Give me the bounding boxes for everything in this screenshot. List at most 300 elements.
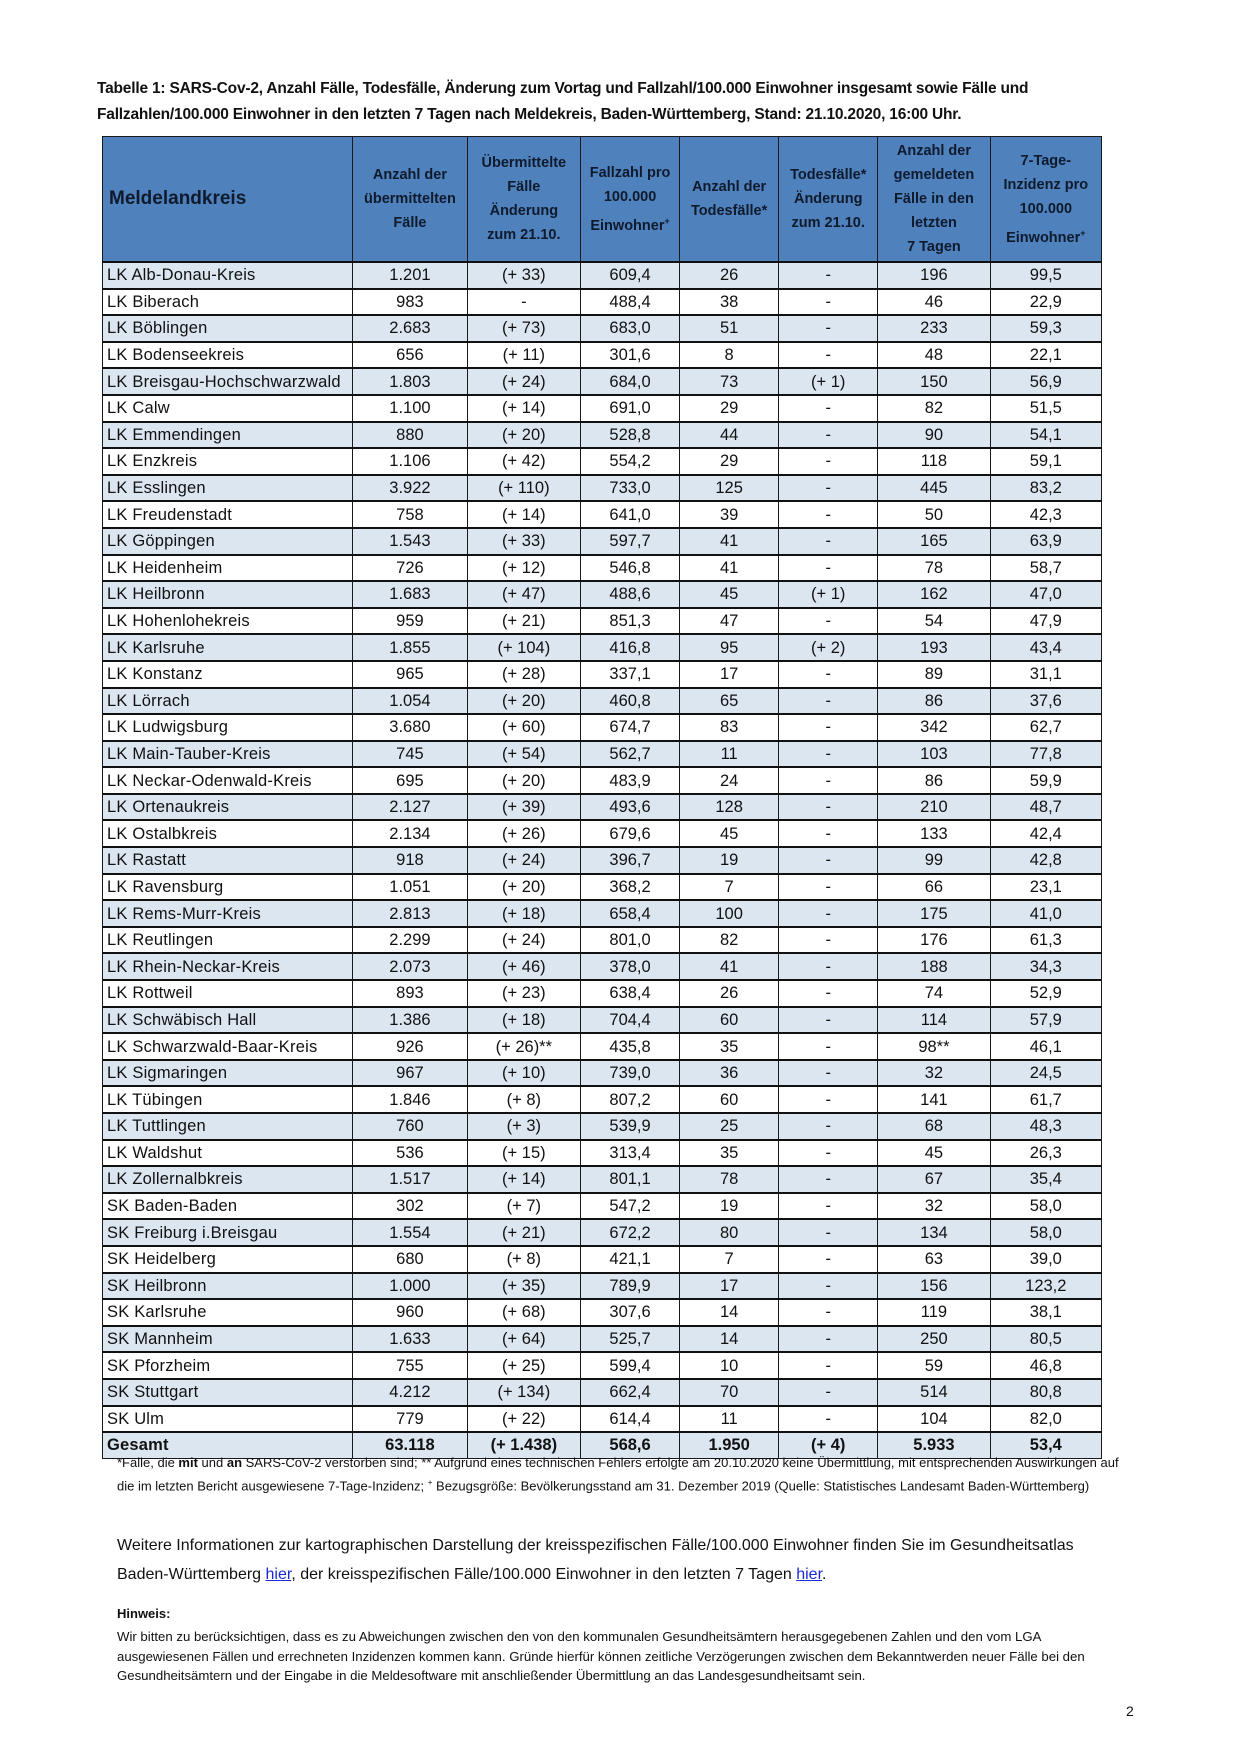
value-cell: 63,9 xyxy=(990,528,1101,555)
value-cell: (+ 2) xyxy=(779,634,878,661)
value-cell: 41 xyxy=(680,953,779,980)
value-cell: 61,3 xyxy=(990,927,1101,954)
value-cell: 1.051 xyxy=(353,874,467,901)
table-row xyxy=(103,1140,1102,1167)
value-cell: (+ 47) xyxy=(467,581,580,608)
value-cell: (+ 42) xyxy=(467,448,580,475)
value-cell: 1.683 xyxy=(353,581,467,608)
value-cell: 758 xyxy=(353,501,467,528)
value-cell: - xyxy=(779,1166,878,1193)
table-row xyxy=(103,741,1102,768)
total-value-cell: 63.118 xyxy=(353,1432,467,1458)
value-cell: 70 xyxy=(680,1379,779,1406)
value-cell: 656 xyxy=(353,342,467,369)
column-header-line: Todesfälle* xyxy=(790,167,867,183)
district-name-cell: SK Freiburg i.Breisgau xyxy=(103,1219,353,1246)
value-cell: 32 xyxy=(878,1193,990,1220)
value-cell: 123,2 xyxy=(990,1273,1101,1300)
value-cell: (+ 54) xyxy=(467,741,580,768)
table-row xyxy=(103,1246,1102,1273)
district-name-cell: LK Waldshut xyxy=(103,1140,353,1167)
value-cell: 66 xyxy=(878,874,990,901)
value-cell: 547,2 xyxy=(581,1193,680,1220)
hinweis-heading: Hinweis: xyxy=(117,1606,171,1621)
table-row xyxy=(103,368,1102,395)
table-row xyxy=(103,1060,1102,1087)
value-cell: 959 xyxy=(353,608,467,635)
column-header-line: gemeldeten xyxy=(893,167,975,183)
column-header xyxy=(779,137,878,263)
value-cell: 1.517 xyxy=(353,1166,467,1193)
value-cell: 3.680 xyxy=(353,714,467,741)
seven-day-incidence-link[interactable]: hier xyxy=(796,1565,823,1583)
column-header xyxy=(467,137,580,263)
value-cell: 17 xyxy=(680,1273,779,1300)
value-cell: - xyxy=(779,874,878,901)
hinweis-text: Wir bitten zu berücksichtigen, dass es zu Abweichungen zwischen den von den kommunalen Gesundheitsämtern herausgegebenen Zahlen und den vom LGA ausgewiesenen Fällen und errechneten Inzidenzen kommen kann. Gründe hierfür können zeitliche Verzögerungen zwischen dem Bekanntwerden neuer Fälle bei den Gesundheitsämtern und der Eingabe in die Meldesoftware mit anschließender Übermittlung an das Landesgesundheitsamt sein. xyxy=(117,1629,1085,1684)
table-row xyxy=(103,927,1102,954)
value-cell: 29 xyxy=(680,395,779,422)
value-cell: - xyxy=(779,767,878,794)
column-header-line: Todesfälle* xyxy=(690,203,768,219)
info-text: Weitere Informationen zur kartographischen Darstellung der kreisspezifischen Fälle/100.000 Einwohner finden Sie im Gesundheitsatlas Baden-Württemberg xyxy=(117,1537,1074,1583)
column-header-line: 100.000 xyxy=(1019,200,1073,217)
value-cell: (+ 15) xyxy=(467,1140,580,1167)
value-cell: - xyxy=(779,422,878,449)
value-cell: 45 xyxy=(680,820,779,847)
total-value-cell: 568,6 xyxy=(581,1432,680,1458)
value-cell: 11 xyxy=(680,1406,779,1433)
value-cell: 32 xyxy=(878,1060,990,1087)
value-cell: 460,8 xyxy=(581,688,680,715)
total-value-cell: (+ 1.438) xyxy=(467,1432,580,1458)
value-cell: 302 xyxy=(353,1193,467,1220)
value-cell: 48,3 xyxy=(990,1113,1101,1140)
column-header-line: Fallzahl pro xyxy=(589,164,671,181)
table-caption xyxy=(97,76,1087,128)
value-cell: 128 xyxy=(680,794,779,821)
value-cell: 233 xyxy=(878,315,990,342)
value-cell: 1.386 xyxy=(353,1007,467,1034)
table-header-row xyxy=(103,137,1102,263)
info-text: . xyxy=(822,1565,827,1583)
table-row xyxy=(103,1379,1102,1406)
value-cell: 134 xyxy=(878,1219,990,1246)
value-cell: 44 xyxy=(680,422,779,449)
value-cell: (+ 20) xyxy=(467,688,580,715)
column-header-line: zum 21.10. xyxy=(791,215,865,231)
value-cell: - xyxy=(467,289,580,316)
district-name-cell: LK Calw xyxy=(103,395,353,422)
value-cell: - xyxy=(779,1352,878,1379)
value-cell: (+ 14) xyxy=(467,501,580,528)
value-cell: 1.106 xyxy=(353,448,467,475)
value-cell: 11 xyxy=(680,741,779,768)
value-cell: 554,2 xyxy=(581,448,680,475)
table-row xyxy=(103,422,1102,449)
value-cell: 789,9 xyxy=(581,1273,680,1300)
value-cell: (+ 11) xyxy=(467,342,580,369)
value-cell: 80,8 xyxy=(990,1379,1101,1406)
value-cell: - xyxy=(779,342,878,369)
value-cell: 54 xyxy=(878,608,990,635)
table-row xyxy=(103,395,1102,422)
value-cell: (+ 20) xyxy=(467,767,580,794)
table-row xyxy=(103,820,1102,847)
value-cell: (+ 1) xyxy=(779,581,878,608)
district-name-cell: LK Rhein-Neckar-Kreis xyxy=(103,953,353,980)
value-cell: 78 xyxy=(878,555,990,582)
value-cell: - xyxy=(779,475,878,502)
value-cell: 1.100 xyxy=(353,395,467,422)
value-cell: (+ 14) xyxy=(467,1166,580,1193)
footnote-bold-mit: mit xyxy=(178,1455,198,1470)
value-cell: 10 xyxy=(680,1352,779,1379)
district-name-cell: LK Sigmaringen xyxy=(103,1060,353,1087)
value-cell: 73 xyxy=(680,368,779,395)
value-cell: 926 xyxy=(353,1033,467,1060)
value-cell: 89 xyxy=(878,661,990,688)
value-cell: 39,0 xyxy=(990,1246,1101,1273)
value-cell: - xyxy=(779,1086,878,1113)
value-cell: 60 xyxy=(680,1086,779,1113)
table-row xyxy=(103,688,1102,715)
table-row xyxy=(103,900,1102,927)
district-name-cell: LK Rottweil xyxy=(103,980,353,1007)
info-text: , der kreisspezifischen Fälle/100.000 Einwohner in den letzten 7 Tagen xyxy=(291,1565,797,1583)
value-cell: 36 xyxy=(680,1060,779,1087)
district-name-cell: LK Bodenseekreis xyxy=(103,342,353,369)
value-cell: - xyxy=(779,501,878,528)
district-name-cell: LK Ostalbkreis xyxy=(103,820,353,847)
value-cell: 39 xyxy=(680,501,779,528)
value-cell: 691,0 xyxy=(581,395,680,422)
value-cell: (+ 20) xyxy=(467,422,580,449)
value-cell: (+ 73) xyxy=(467,315,580,342)
value-cell: 599,4 xyxy=(581,1352,680,1379)
value-cell: 47 xyxy=(680,608,779,635)
value-cell: 83 xyxy=(680,714,779,741)
value-cell: 983 xyxy=(353,289,467,316)
table-row xyxy=(103,1326,1102,1353)
district-name-cell: LK Lörrach xyxy=(103,688,353,715)
value-cell: - xyxy=(779,980,878,1007)
value-cell: 41 xyxy=(680,555,779,582)
value-cell: - xyxy=(779,289,878,316)
value-cell: (+ 24) xyxy=(467,368,580,395)
district-name-cell: LK Freudenstadt xyxy=(103,501,353,528)
value-cell: - xyxy=(779,741,878,768)
value-cell: (+ 21) xyxy=(467,1219,580,1246)
cases-table xyxy=(102,136,1102,1459)
table-row xyxy=(103,794,1102,821)
district-name-cell: LK Esslingen xyxy=(103,475,353,502)
value-cell: 1.054 xyxy=(353,688,467,715)
value-cell: 893 xyxy=(353,980,467,1007)
value-cell: (+ 24) xyxy=(467,847,580,874)
table-caption-line-1: Tabelle 1: SARS-Cov-2, Anzahl Fälle, Todesfälle, Änderung zum Vortag und Fallzahl/100.000 Einwohner insgesamt sowie Fälle und xyxy=(97,80,1029,97)
value-cell: (+ 24) xyxy=(467,927,580,954)
district-name-cell: SK Mannheim xyxy=(103,1326,353,1353)
value-cell: 86 xyxy=(878,767,990,794)
value-cell: 34,3 xyxy=(990,953,1101,980)
district-name-cell: LK Enzkreis xyxy=(103,448,353,475)
value-cell: 536 xyxy=(353,1140,467,1167)
value-cell: 51 xyxy=(680,315,779,342)
value-cell: 35 xyxy=(680,1033,779,1060)
value-cell: 14 xyxy=(680,1299,779,1326)
total-label-cell: Gesamt xyxy=(103,1432,353,1458)
value-cell: 880 xyxy=(353,422,467,449)
value-cell: - xyxy=(779,1326,878,1353)
value-cell: 733,0 xyxy=(581,475,680,502)
district-name-cell: LK Main-Tauber-Kreis xyxy=(103,741,353,768)
value-cell: 24,5 xyxy=(990,1060,1101,1087)
column-header-line: Anzahl der xyxy=(896,143,971,159)
table-row xyxy=(103,847,1102,874)
value-cell: 19 xyxy=(680,1193,779,1220)
value-cell: 210 xyxy=(878,794,990,821)
value-cell: 488,6 xyxy=(581,581,680,608)
column-header-line: 7 Tagen xyxy=(907,239,961,255)
value-cell: 31,1 xyxy=(990,661,1101,688)
district-name-cell: LK Breisgau-Hochschwarzwald xyxy=(103,368,353,395)
footnote-text: Bezugsgröße: Bevölkerungsstand am 31. Dezember 2019 (Quelle: Statistisches Landesamt Baden-Württemberg) xyxy=(432,1478,1090,1494)
value-cell: (+ 64) xyxy=(467,1326,580,1353)
value-cell: 416,8 xyxy=(581,634,680,661)
value-cell: - xyxy=(779,1060,878,1087)
column-header-line: Inzidenz pro xyxy=(1003,176,1089,193)
value-cell: - xyxy=(779,528,878,555)
value-cell: 46,8 xyxy=(990,1352,1101,1379)
value-cell: 99,5 xyxy=(990,262,1101,289)
value-cell: - xyxy=(779,1299,878,1326)
value-cell: (+ 110) xyxy=(467,475,580,502)
value-cell: - xyxy=(779,794,878,821)
value-cell: 133 xyxy=(878,820,990,847)
value-cell: 250 xyxy=(878,1326,990,1353)
column-header-line: 7-Tage- xyxy=(1020,152,1072,169)
total-value-cell: (+ 4) xyxy=(779,1432,878,1458)
district-name-cell: LK Heilbronn xyxy=(103,581,353,608)
table-row xyxy=(103,1086,1102,1113)
value-cell: 483,9 xyxy=(581,767,680,794)
column-header-line: Fälle xyxy=(507,179,541,195)
value-cell: 24 xyxy=(680,767,779,794)
value-cell: 7 xyxy=(680,1246,779,1273)
value-cell: - xyxy=(779,847,878,874)
value-cell: 196 xyxy=(878,262,990,289)
value-cell: 638,4 xyxy=(581,980,680,1007)
table-row xyxy=(103,1113,1102,1140)
district-name-cell: LK Schwäbisch Hall xyxy=(103,1007,353,1034)
district-name-cell: LK Karlsruhe xyxy=(103,634,353,661)
value-cell: 58,0 xyxy=(990,1219,1101,1246)
value-cell: 683,0 xyxy=(581,315,680,342)
total-value-cell: 1.950 xyxy=(680,1432,779,1458)
district-name-cell: SK Heilbronn xyxy=(103,1273,353,1300)
value-cell: 80,5 xyxy=(990,1326,1101,1353)
value-cell: 801,0 xyxy=(581,927,680,954)
value-cell: 68 xyxy=(878,1113,990,1140)
district-name-cell: LK Ravensburg xyxy=(103,874,353,901)
district-name-cell: SK Karlsruhe xyxy=(103,1299,353,1326)
value-cell: 342 xyxy=(878,714,990,741)
district-name-cell: SK Stuttgart xyxy=(103,1379,353,1406)
value-cell: 445 xyxy=(878,475,990,502)
district-name-cell: LK Reutlingen xyxy=(103,927,353,954)
value-cell: 41 xyxy=(680,528,779,555)
value-cell: 98** xyxy=(878,1033,990,1060)
value-cell: 562,7 xyxy=(581,741,680,768)
value-cell: (+ 14) xyxy=(467,395,580,422)
table-row xyxy=(103,1193,1102,1220)
value-cell: 86 xyxy=(878,688,990,715)
value-cell: - xyxy=(779,608,878,635)
table-row xyxy=(103,661,1102,688)
value-cell: 2.127 xyxy=(353,794,467,821)
table-row xyxy=(103,528,1102,555)
value-cell: - xyxy=(779,820,878,847)
district-name-cell: SK Heidelberg xyxy=(103,1246,353,1273)
value-cell: 22,1 xyxy=(990,342,1101,369)
value-cell: 726 xyxy=(353,555,467,582)
value-cell: - xyxy=(779,262,878,289)
value-cell: 307,6 xyxy=(581,1299,680,1326)
value-cell: 684,0 xyxy=(581,368,680,395)
value-cell: (+ 33) xyxy=(467,262,580,289)
value-cell: - xyxy=(779,1273,878,1300)
column-header-line: Änderung xyxy=(489,203,559,219)
value-cell: 42,3 xyxy=(990,501,1101,528)
value-cell: 435,8 xyxy=(581,1033,680,1060)
district-name-cell: LK Rastatt xyxy=(103,847,353,874)
value-cell: 45 xyxy=(878,1140,990,1167)
total-value-cell: 53,4 xyxy=(990,1432,1101,1458)
value-cell: 100 xyxy=(680,900,779,927)
value-cell: 514 xyxy=(878,1379,990,1406)
value-cell: 78 xyxy=(680,1166,779,1193)
district-name-cell: LK Heidenheim xyxy=(103,555,353,582)
value-cell: 337,1 xyxy=(581,661,680,688)
value-cell: 37,6 xyxy=(990,688,1101,715)
column-header-line: Einwohner xyxy=(590,217,665,234)
table-row xyxy=(103,342,1102,369)
district-name-cell: LK Zollernalbkreis xyxy=(103,1166,353,1193)
value-cell: 119 xyxy=(878,1299,990,1326)
value-cell: - xyxy=(779,1219,878,1246)
value-cell: 674,7 xyxy=(581,714,680,741)
district-name-cell: LK Neckar-Odenwald-Kreis xyxy=(103,767,353,794)
value-cell: 1.543 xyxy=(353,528,467,555)
district-name-cell: LK Alb-Donau-Kreis xyxy=(103,262,353,289)
value-cell: (+ 18) xyxy=(467,1007,580,1034)
value-cell: - xyxy=(779,448,878,475)
value-cell: 967 xyxy=(353,1060,467,1087)
value-cell: - xyxy=(779,927,878,954)
value-cell: 662,4 xyxy=(581,1379,680,1406)
value-cell: 378,0 xyxy=(581,953,680,980)
value-cell: 14 xyxy=(680,1326,779,1353)
table-row xyxy=(103,1352,1102,1379)
value-cell: (+ 10) xyxy=(467,1060,580,1087)
value-cell: 58,7 xyxy=(990,555,1101,582)
value-cell: - xyxy=(779,1379,878,1406)
column-header xyxy=(103,137,353,263)
value-cell: 165 xyxy=(878,528,990,555)
header-superscript: + xyxy=(664,215,670,226)
value-cell: 918 xyxy=(353,847,467,874)
column-header-line: Meldelandkreis xyxy=(109,188,247,209)
value-cell: 745 xyxy=(353,741,467,768)
value-cell: 704,4 xyxy=(581,1007,680,1034)
value-cell: 396,7 xyxy=(581,847,680,874)
table-row xyxy=(103,1166,1102,1193)
value-cell: 114 xyxy=(878,1007,990,1034)
value-cell: 614,4 xyxy=(581,1406,680,1433)
gesundheitsatlas-link[interactable]: hier xyxy=(265,1565,292,1583)
district-name-cell: LK Böblingen xyxy=(103,315,353,342)
value-cell: (+ 25) xyxy=(467,1352,580,1379)
value-cell: 528,8 xyxy=(581,422,680,449)
value-cell: 739,0 xyxy=(581,1060,680,1087)
table-caption-line-2: Fallzahlen/100.000 Einwohner in den letzten 7 Tagen nach Meldekreis, Baden-Württemberg, Stand: 21.10.2020, 16:00 Uhr. xyxy=(97,106,962,123)
value-cell: - xyxy=(779,900,878,927)
value-cell: (+ 18) xyxy=(467,900,580,927)
value-cell: 42,4 xyxy=(990,820,1101,847)
value-cell: 3.922 xyxy=(353,475,467,502)
table-row xyxy=(103,608,1102,635)
value-cell: 45 xyxy=(680,581,779,608)
value-cell: 539,9 xyxy=(581,1113,680,1140)
value-cell: 488,4 xyxy=(581,289,680,316)
value-cell: 421,1 xyxy=(581,1246,680,1273)
value-cell: 193 xyxy=(878,634,990,661)
value-cell: (+ 20) xyxy=(467,874,580,901)
value-cell: 22,9 xyxy=(990,289,1101,316)
column-header-line: übermittelten xyxy=(364,191,456,207)
value-cell: 47,9 xyxy=(990,608,1101,635)
value-cell: (+ 23) xyxy=(467,980,580,1007)
value-cell: 19 xyxy=(680,847,779,874)
table-row xyxy=(103,1219,1102,1246)
value-cell: 658,4 xyxy=(581,900,680,927)
value-cell: (+ 8) xyxy=(467,1086,580,1113)
value-cell: 77,8 xyxy=(990,741,1101,768)
value-cell: 23,1 xyxy=(990,874,1101,901)
table-body xyxy=(103,262,1102,1458)
table-row xyxy=(103,581,1102,608)
value-cell: 67 xyxy=(878,1166,990,1193)
value-cell: (+ 39) xyxy=(467,794,580,821)
value-cell: - xyxy=(779,661,878,688)
column-header xyxy=(581,137,680,263)
value-cell: 125 xyxy=(680,475,779,502)
value-cell: 807,2 xyxy=(581,1086,680,1113)
value-cell: - xyxy=(779,315,878,342)
value-cell: 99 xyxy=(878,847,990,874)
table-row xyxy=(103,555,1102,582)
value-cell: 597,7 xyxy=(581,528,680,555)
value-cell: 35,4 xyxy=(990,1166,1101,1193)
value-cell: 7 xyxy=(680,874,779,901)
value-cell: 150 xyxy=(878,368,990,395)
value-cell: 65 xyxy=(680,688,779,715)
district-name-cell: LK Ortenaukreis xyxy=(103,794,353,821)
value-cell: 26 xyxy=(680,262,779,289)
column-header-line: zum 21.10. xyxy=(487,227,561,243)
value-cell: - xyxy=(779,395,878,422)
